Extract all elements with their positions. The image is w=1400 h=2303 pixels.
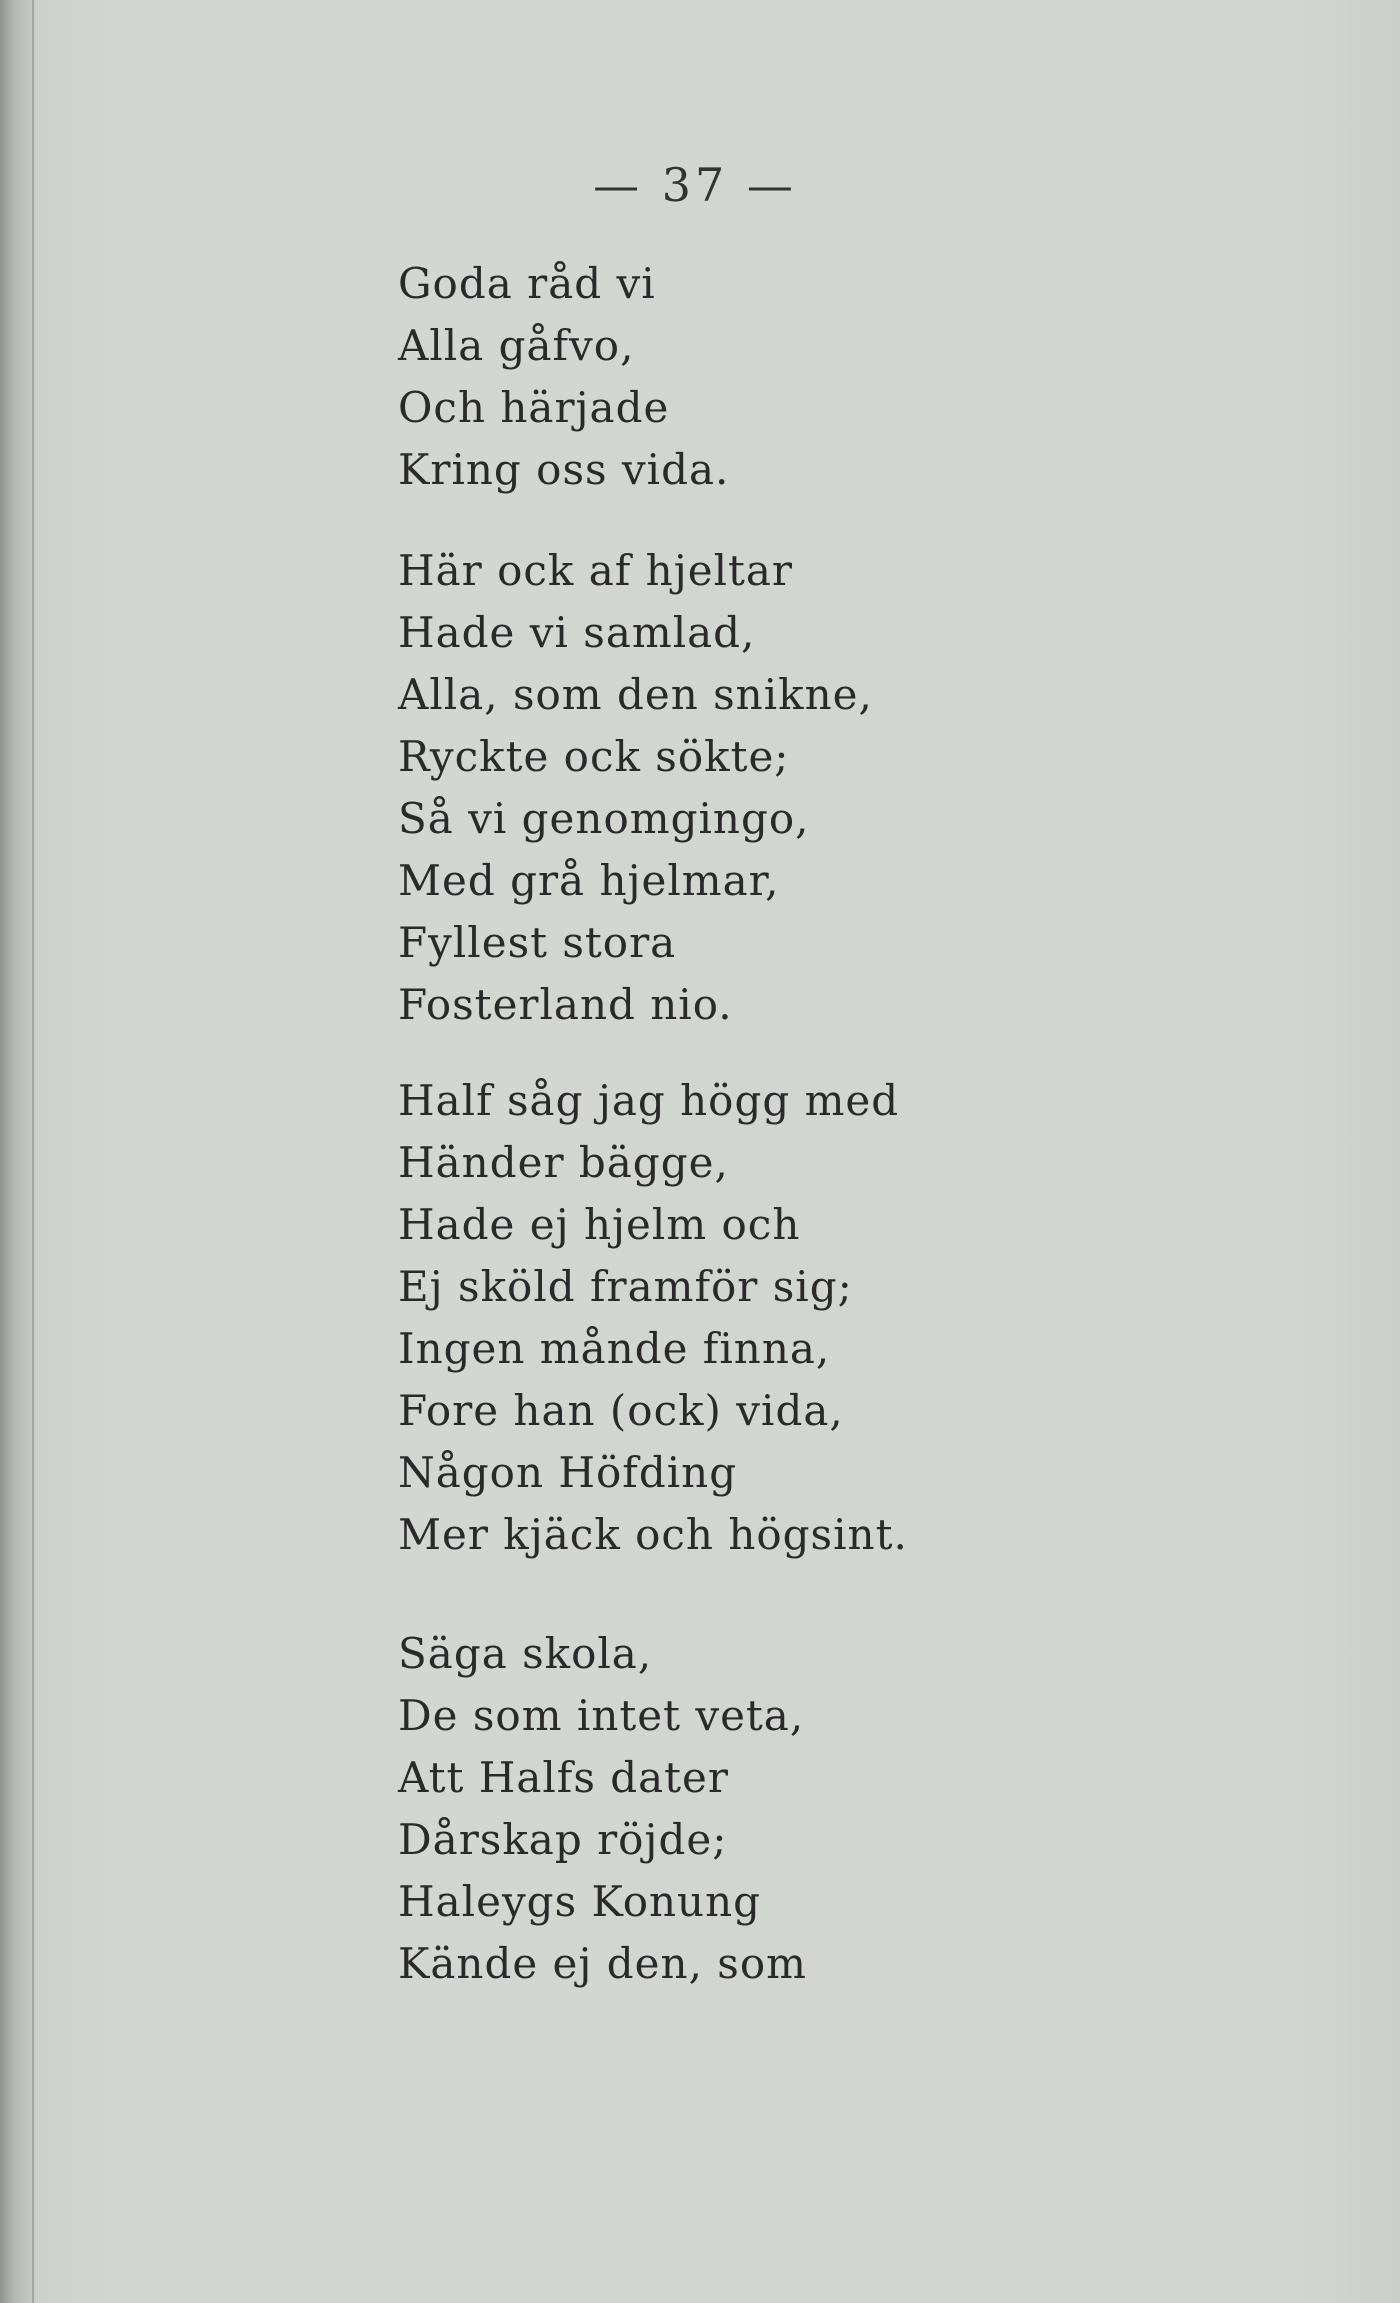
poem-line: Mer kjäck och högsint. — [398, 1510, 908, 1559]
poem-line: Hade vi samlad, — [398, 608, 756, 657]
gutter-fold-line — [32, 0, 34, 2303]
poem-line: Att Halfs dater — [398, 1753, 729, 1802]
poem-line: Dårskap röjde; — [398, 1815, 728, 1864]
poem-line: Fosterland nio. — [398, 980, 733, 1029]
poem-line: Händer bägge, — [398, 1138, 729, 1187]
poem-line: Alla, som den snikne, — [398, 670, 873, 719]
poem-line: Ej sköld framför sig; — [398, 1262, 853, 1311]
poem-line: Goda råd vi — [398, 259, 656, 308]
stanza-1 — [398, 253, 729, 501]
poem-line: De som intet veta, — [398, 1691, 805, 1740]
poem-line: Säga skola, — [398, 1629, 653, 1678]
poem-line: Kring oss vida. — [398, 445, 730, 494]
poem-line: Haleygs Konung — [398, 1877, 762, 1926]
poem-line: Hade ej hjelm och — [398, 1200, 801, 1249]
poem-line: Alla gåfvo, — [398, 321, 635, 370]
poem-line: Och härjade — [398, 383, 670, 432]
poem-line: Fore han (ock) vida, — [398, 1386, 844, 1435]
poem-line: Ingen månde finna, — [398, 1324, 831, 1373]
stanza-4 — [398, 1623, 807, 1995]
poem-line: Med grå hjelmar, — [398, 856, 780, 905]
page-gutter — [0, 0, 34, 2303]
poem-line: Fyllest stora — [398, 918, 677, 967]
poem-line: Någon Höfding — [398, 1448, 738, 1497]
stanza-3 — [398, 1070, 908, 1566]
poem-line: Kände ej den, som — [398, 1939, 807, 1988]
page-number: — 37 — — [593, 158, 797, 212]
stanza-2 — [398, 540, 873, 1036]
poem-line: Så vi genomgingo, — [398, 794, 810, 843]
poem-line: Här ock af hjeltar — [398, 546, 793, 595]
poem-line: Half såg jag högg med — [398, 1076, 900, 1125]
poem-line: Ryckte ock sökte; — [398, 732, 790, 781]
